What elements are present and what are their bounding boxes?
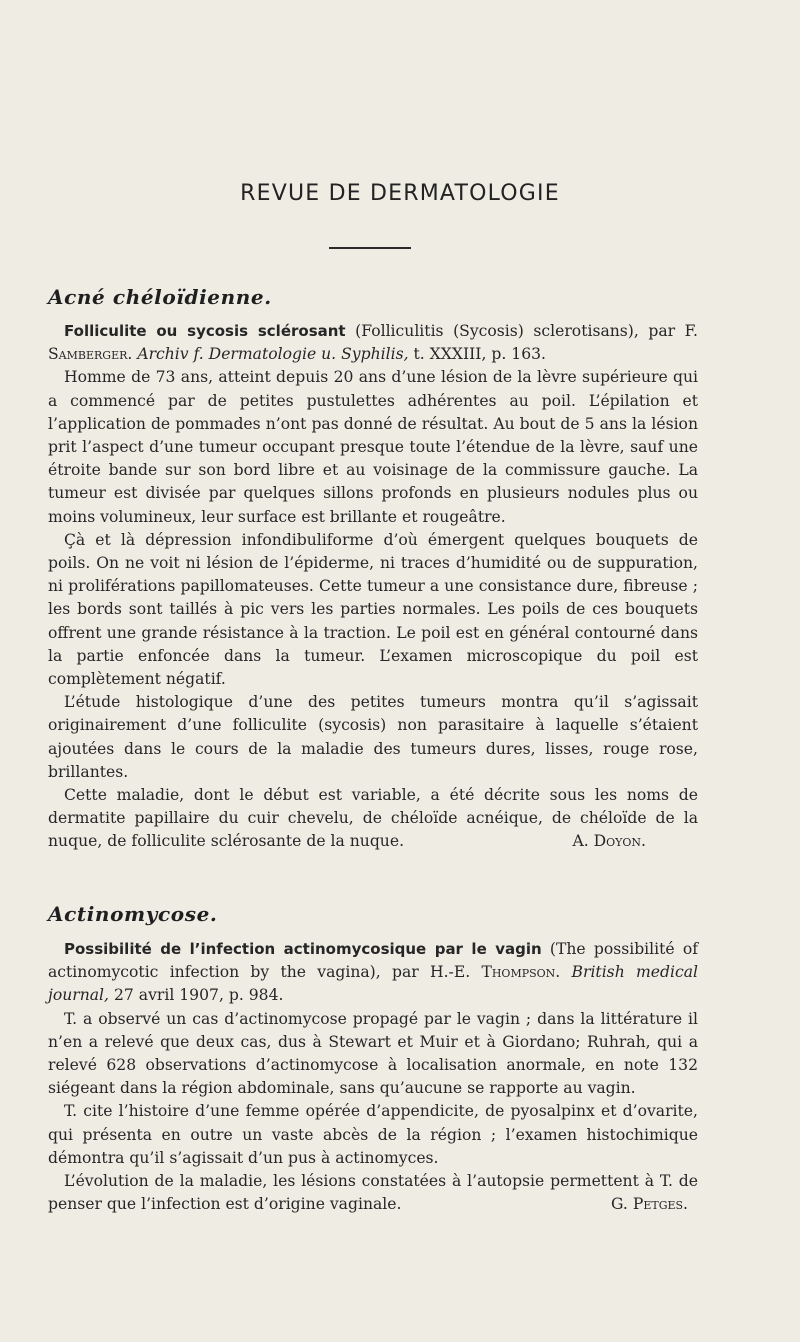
page-title: REVUE DE DERMATOLOGIE	[240, 181, 560, 206]
reference-author: Samberger	[48, 345, 128, 364]
reference-tail: t. XXXIII, p. 163.	[408, 345, 546, 364]
paragraph: T. cite l’histoire d’une femme opérée d’appendicite, de pyosalpinx et d’ovarite, qui présenta en outre un vaste abcès de la région ; l’examen histochimique démontra qu’il s’agissait d’un pus à actinomyces.	[48, 1102, 698, 1167]
paragraph-text: L’évolution de la maladie, les lésions constatées à l’autopsie permettent à T. de penser que l’infection est d’origine vaginale.	[48, 1172, 698, 1214]
paragraph: T. a observé un cas d’actinomycose propagé par le vagin ; dans la littérature il n’en a relevé que deux cas, dus à Stewart et Muir et à Giordano; Ruhrah, qui a relevé 628 observations d’actinomycose à localisation anormale, en note 132 siégeant dans la région abdominale, sans qu’aucune se rapporte au vagin.	[48, 1009, 698, 1098]
paragraph-last	[48, 1170, 698, 1216]
section-heading-acne: Acné chéloïdienne.	[48, 285, 272, 309]
reference-title: Folliculite ou sycosis sclérosant	[64, 322, 346, 340]
reference-separator: .	[555, 963, 572, 982]
paragraph: Çà et là dépression infondibuliforme d’où émergent quelques bouquets de poils. On ne voit ni lésion de l’épiderme, ni traces d’humidité ou de suppuration, ni proliférations papillomateuses. Cette tumeur a une consistance dure, fibreuse ; les bords sont taillés à pic vers les parties normales. Les poils de ces bouquets offrent une grande résistance à la traction. Le poil est en général contourné dans la partie enfoncée dans la tumeur. L’examen microscopique du poil est complètement négatif.	[48, 530, 698, 689]
section-body-actinomycose	[48, 938, 698, 1216]
paragraph-last	[48, 784, 698, 854]
section-heading-actinomycose: Actinomycose.	[48, 902, 218, 926]
reference-text: (The possibilité of actinomycotic infection by the vagina), par H.-E.	[48, 940, 698, 982]
paragraph: L’étude histologique d’une des petites tumeurs montra qu’il s’agissait originairement d’une folliculite (sycosis) non parasitaire à laquelle s’étaient ajoutées dans le cours de la maladie des tumeurs dures, lisses, rouge rose, brillantes.	[48, 693, 698, 781]
title-rule	[329, 247, 411, 249]
reference-tail: 27 avril 1907, p. 984.	[109, 986, 284, 1005]
reference-author: Thompson	[481, 963, 556, 982]
reference-citation	[48, 320, 698, 366]
reference-citation	[48, 938, 698, 1008]
paragraph: Homme de 73 ans, atteint depuis 20 ans d’une lésion de la lèvre supérieure qui a commencé par de petites pustulettes adhérentes au poil. L’épilation et l’application de pommades n’ont pas donné de résultat. Au bout de 5 ans la lésion prit l’aspect d’une tumeur occupant presque toute l’étendue de la lèvre, sauf une étroite bande sur son bord libre et au voisinage de la commissure gauche. La tumeur est divisée par quelques sillons profonds en plusieurs nodules plus ou moins volumineux, leur surface est brillante et rougeâtre.	[48, 368, 698, 526]
reference-journal: Archiv f. Dermatologie u. Syphilis,	[137, 345, 409, 364]
paragraph-text: Cette maladie, dont le début est variable, a été décrite sous les noms de dermatite papillaire du cuir chevelu, de chéloïde acnéique, de chéloïde de la nuque, de folliculite sclérosante de la nuque.	[48, 786, 698, 851]
reference-title: Possibilité de l’infection actinomycosique par le vagin	[64, 940, 542, 958]
signature: A. Doyon.	[572, 832, 646, 851]
signature: G. Petges.	[611, 1195, 688, 1214]
reference-separator: .	[127, 345, 138, 364]
section-body-acne	[48, 320, 698, 854]
reference-text: (Folliculitis (Sycosis) sclerotisans), par F.	[345, 322, 698, 340]
reference-journal: British medical journal,	[48, 963, 699, 1005]
